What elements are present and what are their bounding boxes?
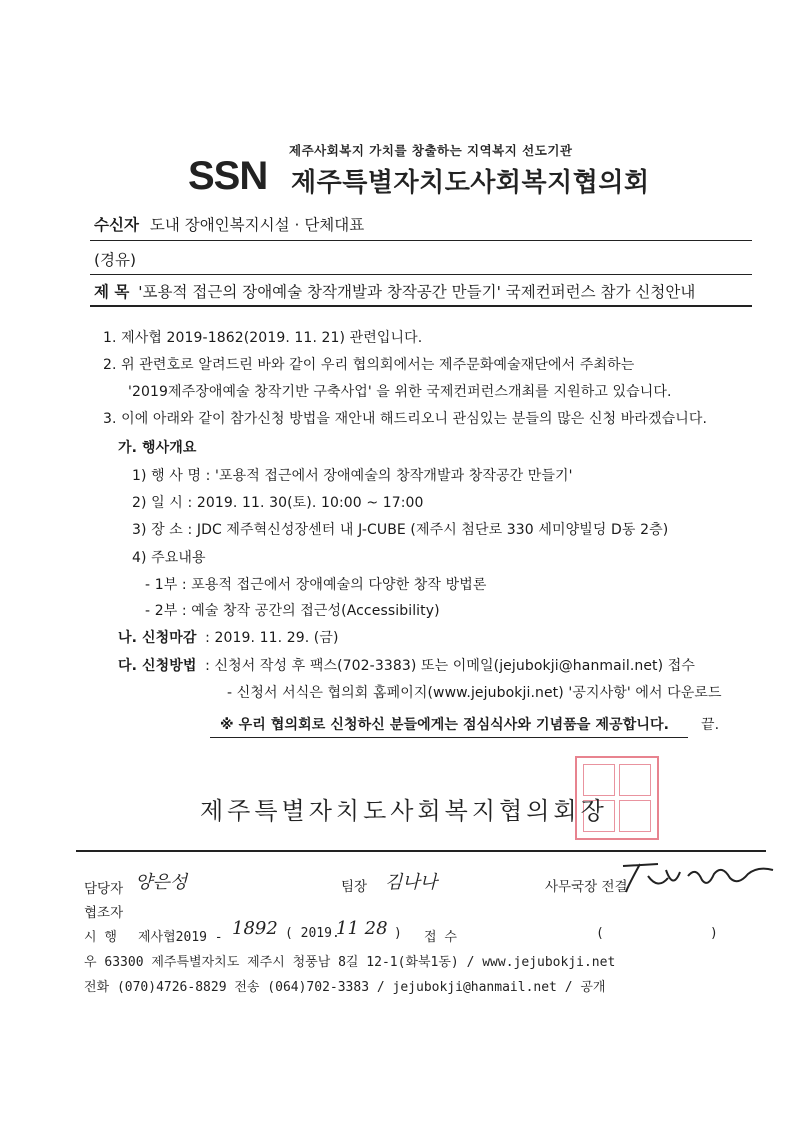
receipt-paren-open: ( xyxy=(596,926,604,941)
slogan: 제주사회복지 가치를 창출하는 지역복지 선도기관 xyxy=(289,143,573,158)
end-mark: 끝. xyxy=(701,717,720,733)
staff-label: 담당자 xyxy=(84,881,124,897)
paragraph-2a: 2. 위 관련호로 알려드린 바와 같이 우리 협의회에서는 제주문화예술재단에서 주최하는 xyxy=(103,357,635,373)
method-download: - 신청서 서식은 협의회 홈페이지(www.jejubokji.net) '공지사항' 에서 다운로드 xyxy=(227,685,722,701)
org-name: 제주특별자치도사회복지협의회 xyxy=(291,168,650,198)
paragraph-1: 1. 제사협 2019-1862(2019. 11. 21) 관련입니다. xyxy=(103,330,423,346)
deadline-row xyxy=(118,627,339,647)
signer-title: 제주특별자치도사회복지협의회장 xyxy=(200,797,608,825)
director-signature xyxy=(618,856,778,896)
enforce-number: 1892 xyxy=(232,918,278,939)
deadline-value: : 2019. 11. 29. (금) xyxy=(205,630,339,646)
event-content-label: 4) 주요내용 xyxy=(132,550,206,566)
divider xyxy=(90,274,752,275)
enforce-date-open: ( 2019. xyxy=(285,926,340,941)
subject-label: 제 목 xyxy=(94,283,130,301)
footer-divider xyxy=(76,850,766,852)
divider xyxy=(90,305,752,307)
event-content-2: - 2부 : 예술 창작 공간의 접근성(Accessibility) xyxy=(145,603,440,619)
event-name: 1) 행 사 명 : '포용적 접근에서 장애예술의 창작개발과 창작공간 만들기' xyxy=(132,468,573,484)
subject-value: '포용적 접근의 장애예술 창작개발과 창작공간 만들기' 국제컨퍼런스 참가 신청안내 xyxy=(138,283,696,301)
event-place: 3) 장 소 : JDC 제주혁신성장센터 내 J-CUBE (제주시 첨단로 330 세미양빌딩 D동 2층) xyxy=(132,522,669,538)
recipient-value: 도내 장애인복지시설 · 단체대표 xyxy=(149,216,365,234)
method-value: : 신청서 작성 후 팩스(702-3383) 또는 이메일(jejubokji@hanmail.net) 접수 xyxy=(205,658,696,674)
via-label: (경유) xyxy=(94,251,137,269)
team-label: 팀장 xyxy=(341,879,368,895)
subject-row xyxy=(94,280,695,302)
enforce-date: 11 28 xyxy=(336,918,388,939)
deadline-label: 나. 신청마감 xyxy=(118,630,197,646)
divider xyxy=(90,240,752,241)
event-content-1: - 1부 : 포용적 접근에서 장애예술의 다양한 창작 방법론 xyxy=(145,577,487,593)
contact: 전화 (070)4726-8829 전송 (064)702-3383 / jejubokji@hanmail.net / 공개 xyxy=(84,980,606,995)
receipt-label: 접 수 xyxy=(424,930,457,945)
address: 우 63300 제주특별자치도 제주시 청풍남 8길 12-1(화북1동) / www.jejubokji.net xyxy=(84,955,616,970)
director-label: 사무국장 전결 xyxy=(545,879,628,895)
event-date: 2) 일 시 : 2019. 11. 30(토). 10:00 ~ 17:00 xyxy=(132,495,424,511)
recipient-row xyxy=(94,213,364,235)
receipt-paren-close: ) xyxy=(710,926,718,941)
notice: ※ 우리 협의회로 신청하신 분들에게는 점심식사와 기념품을 제공합니다. xyxy=(220,717,670,733)
recipient-label: 수신자 xyxy=(94,216,139,234)
ssn-logo: SSN xyxy=(188,154,268,198)
enforce-date-close: ) xyxy=(394,926,402,941)
method-label: 다. 신청방법 xyxy=(118,658,197,674)
section-ga: 가. 행사개요 xyxy=(118,440,197,456)
staff-signature: 양은성 xyxy=(135,872,188,893)
coop-label: 협조자 xyxy=(84,905,124,921)
paragraph-3: 3. 이에 아래와 같이 참가신청 방법을 재안내 해드리오니 관심있는 분들의 많은 신청 바라겠습니다. xyxy=(103,411,708,427)
team-signature: 김나나 xyxy=(385,872,438,893)
notice-underline xyxy=(210,737,688,738)
enforce-label: 시 행 xyxy=(84,930,117,945)
enforce-number-prefix: 제사협2019 - xyxy=(138,930,223,945)
paragraph-2b: '2019제주장애예술 창작기반 구축사업' 을 위한 국제컨퍼런스개최를 지원하고 있습니다. xyxy=(128,384,672,400)
method-row xyxy=(118,655,695,675)
